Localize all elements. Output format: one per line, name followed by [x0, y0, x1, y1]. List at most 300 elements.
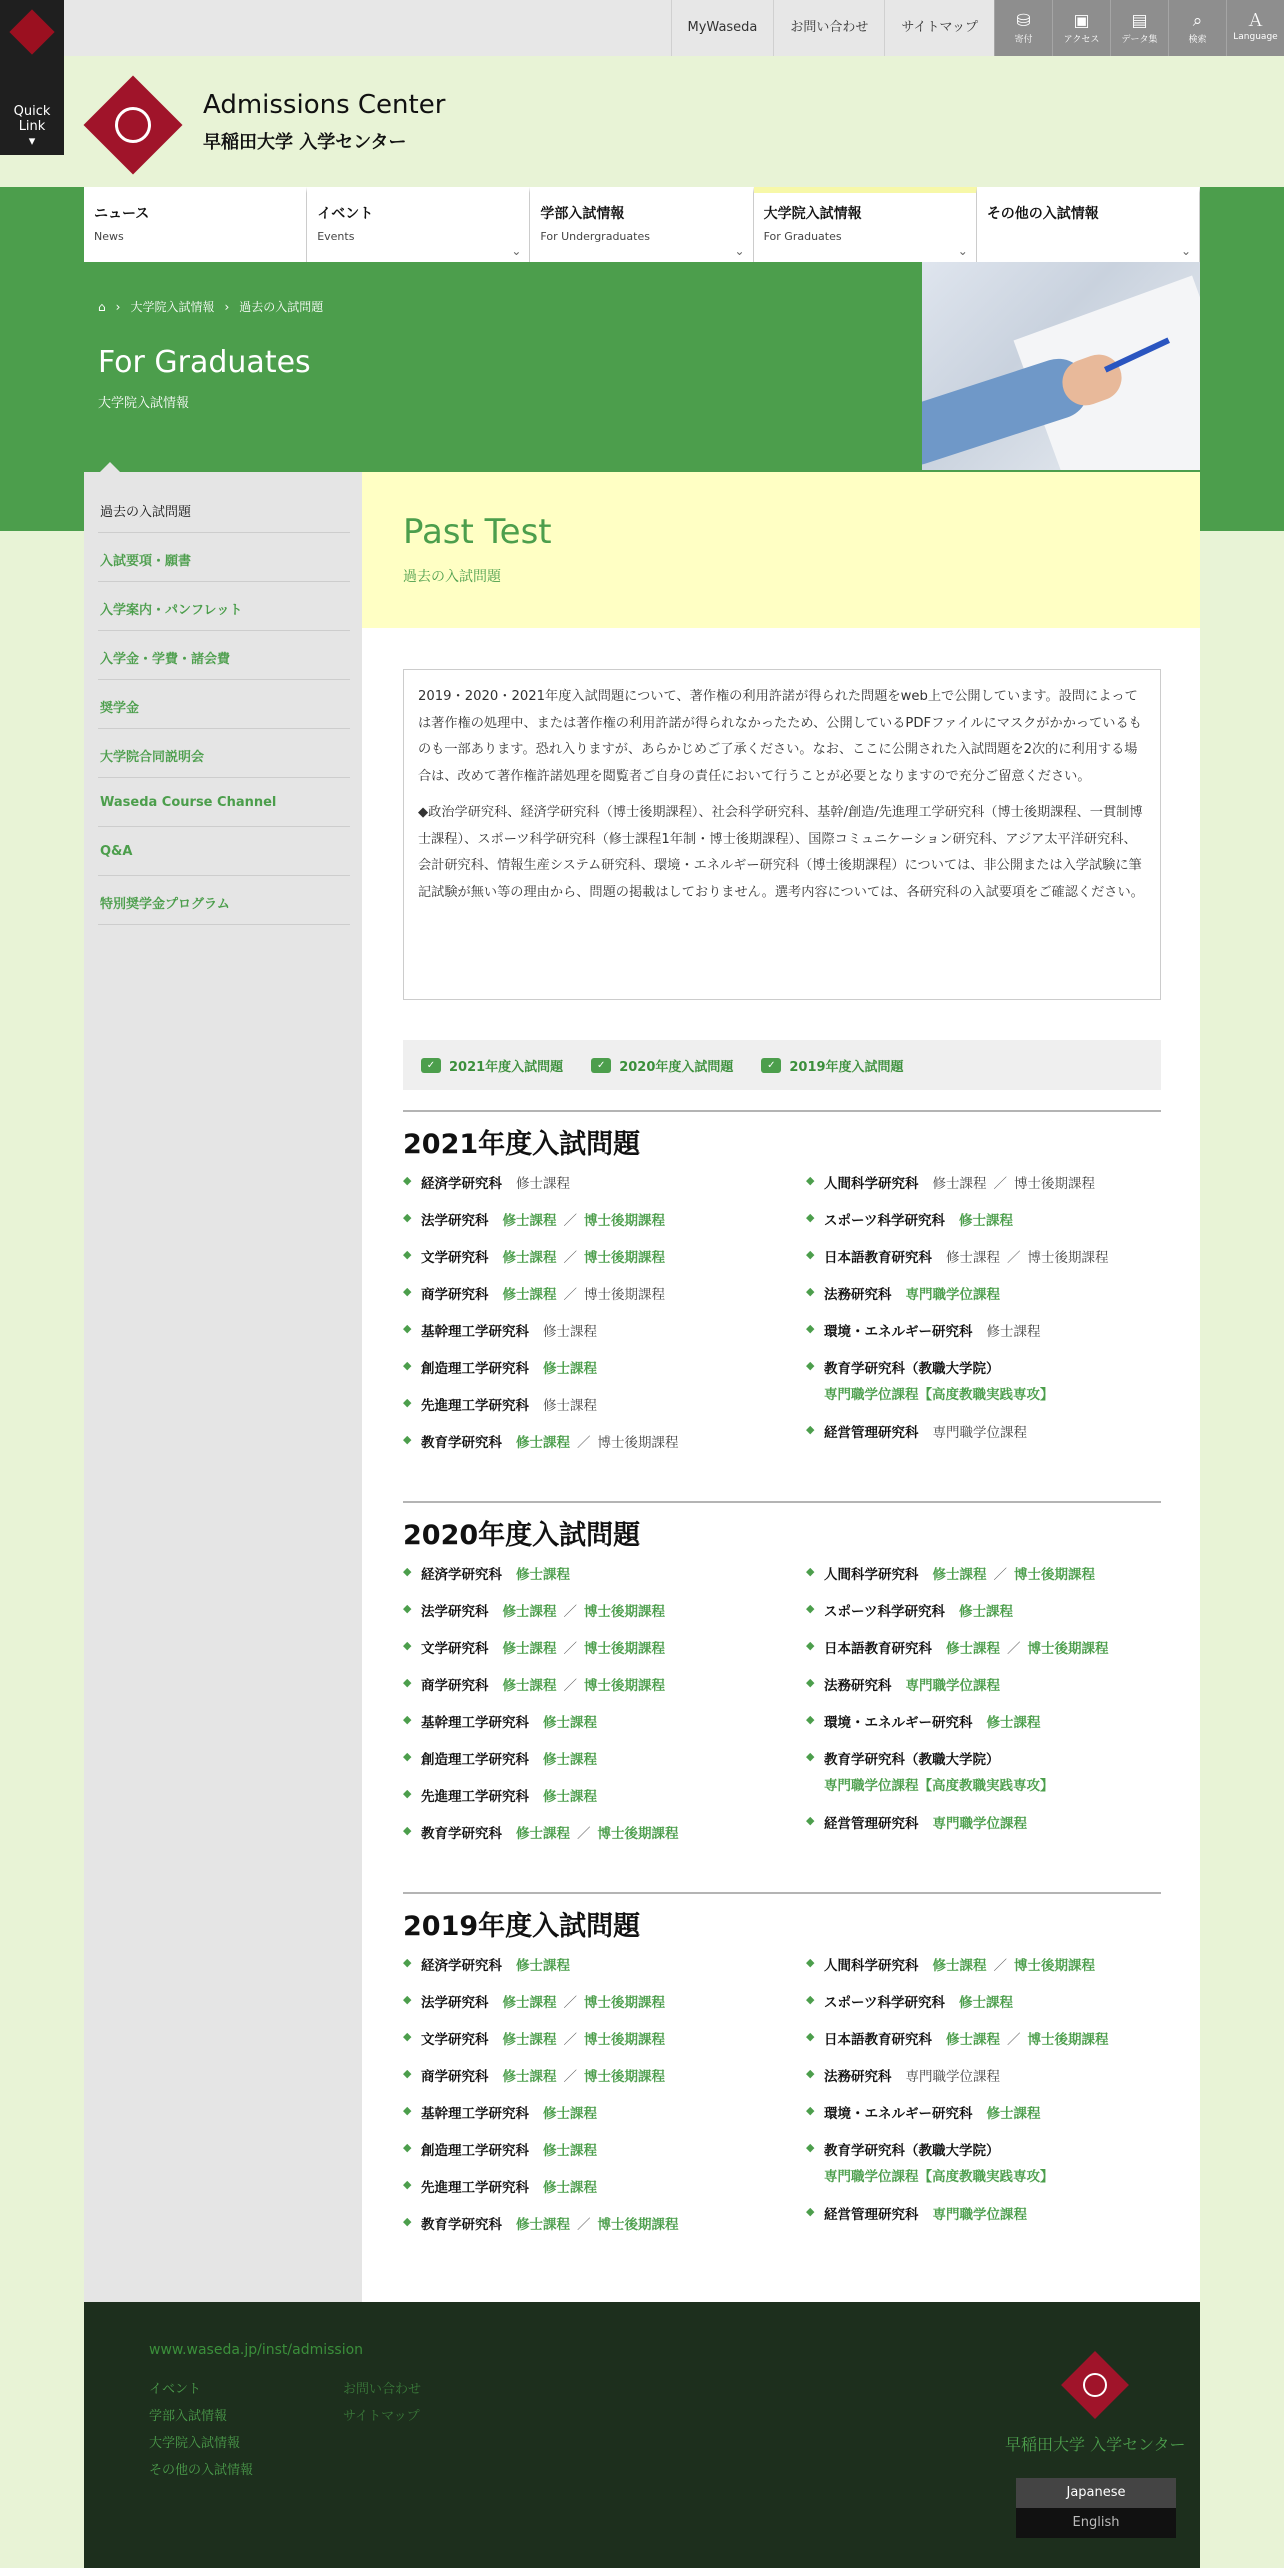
anchor-2020[interactable]: ✓ 2020年度入試問題 [591, 1056, 733, 1075]
list-item [403, 1394, 773, 1431]
department-name: 日本語教育研究科 [824, 1641, 932, 1657]
bullet-icon: ◆ [403, 1676, 412, 1689]
access-button[interactable]: ▣ アクセス [1052, 0, 1110, 56]
exam-pdf-link[interactable]: 修士課程 [502, 1678, 557, 1694]
list-item [403, 1431, 773, 1468]
exam-pdf-link[interactable]: 専門職学位課程【高度教職実践専攻】 [824, 2169, 1054, 2185]
department-name: 教育学研究科（教職大学院） [824, 1752, 1000, 1768]
department-name: 教育学研究科（教職大学院） [824, 2143, 1000, 2159]
bullet-icon: ◆ [403, 1750, 412, 1763]
list-item [806, 2028, 1176, 2065]
separator: ／ [563, 1604, 577, 1620]
bullet-icon: ◆ [806, 1713, 815, 1726]
exam-course-label: 修士課程 [516, 1176, 570, 1192]
exam-pdf-link[interactable]: 修士課程 [502, 1287, 557, 1303]
exam-pdf-link[interactable]: 博士後期課程 [584, 1995, 665, 2011]
site-title-ja[interactable]: 早稲田大学 入学センター [203, 132, 407, 153]
bullet-icon: ◆ [403, 2178, 412, 2191]
hero-subtitle: 大学院入試情報 [98, 396, 190, 411]
separator: ／ [577, 2217, 591, 2233]
footer-link[interactable]: サイトマップ [343, 2409, 420, 2424]
exam-pdf-link[interactable]: 博士後期課程 [1014, 1958, 1095, 1974]
footer-link[interactable]: 大学院入試情報 [149, 2436, 241, 2451]
bullet-icon: ◆ [403, 1956, 412, 1969]
chevron-down-icon: ⌄ [957, 244, 968, 258]
footer-url[interactable]: www.waseda.jp/inst/admission [149, 2342, 364, 2358]
department-name: 創造理工学研究科 [421, 1361, 529, 1377]
bus-icon: ▣ [1073, 11, 1090, 31]
list-item [806, 2139, 1176, 2203]
page-subtitle: 過去の入試問題 [403, 569, 501, 585]
separator: ／ [563, 2069, 577, 2085]
exam-course-label: 博士後期課程 [597, 1435, 679, 1451]
department-name: 商学研究科 [421, 2069, 489, 2085]
bullet-icon: ◆ [806, 1602, 815, 1615]
bullet-icon: ◆ [806, 2067, 815, 2080]
exam-pdf-link[interactable]: 博士後期課程 [584, 1678, 665, 1694]
list-item [403, 1209, 773, 1246]
language-icon: Ａ [1247, 11, 1264, 31]
bullet-icon: ◆ [403, 2067, 412, 2080]
sidebar-item-guidelines[interactable]: 入試要項・願書 [98, 533, 350, 582]
bullet-icon: ◆ [403, 1639, 412, 1652]
breadcrumb: ⌂ › 大学院入試情報 › 過去の入試問題 [98, 299, 324, 314]
exam-pdf-link[interactable]: 修士課程 [502, 2069, 557, 2085]
bullet-icon: ◆ [806, 2104, 815, 2117]
section-divider [403, 1501, 1161, 1503]
list-item [403, 2065, 773, 2102]
exam-pdf-link[interactable]: 修士課程 [946, 1641, 1000, 1657]
bullet-icon: ◆ [403, 1174, 412, 1187]
exam-pdf-link[interactable]: 修士課程 [958, 1213, 1013, 1229]
chevron-down-icon: ✓ [421, 1058, 441, 1073]
quick-link-button[interactable] [0, 0, 64, 155]
list-item [403, 1600, 773, 1637]
bullet-icon: ◆ [403, 1396, 412, 1409]
bullet-icon: ◆ [806, 1750, 815, 1763]
exam-pdf-link[interactable]: 博士後期課程 [584, 2069, 665, 2085]
exam-pdf-link[interactable]: 修士課程 [946, 2032, 1000, 2048]
bullet-icon: ◆ [806, 1676, 815, 1689]
bullet-icon: ◆ [403, 1602, 412, 1615]
exam-pdf-link[interactable]: 修士課程 [543, 2143, 597, 2159]
exam-course-label: 専門職学位課程 [905, 2069, 1000, 2085]
exam-pdf-link[interactable]: 修士課程 [516, 1567, 570, 1583]
department-name: 環境・エネルギー研究科 [824, 1715, 973, 1731]
exam-pdf-link[interactable]: 博士後期課程 [597, 2217, 679, 2233]
list-item [806, 1748, 1176, 1812]
exam-pdf-link[interactable]: 修士課程 [516, 1826, 570, 1842]
course-column [806, 1172, 1176, 1458]
exam-course-label: 博士後期課程 [1027, 1250, 1109, 1266]
department-name: 経営管理研究科 [824, 2207, 919, 2223]
page-title: Past Test [403, 512, 552, 552]
sitemap-link[interactable]: サイトマップ [884, 0, 994, 56]
exam-course-label: 修士課程 [543, 1324, 597, 1340]
bullet-icon: ◆ [403, 1993, 412, 2006]
notice-box [403, 669, 1161, 1000]
exam-pdf-link[interactable]: 博士後期課程 [584, 2032, 665, 2048]
list-item [403, 1954, 773, 1991]
department-name: 文学研究科 [421, 2032, 489, 2048]
chevron-down-icon: ✓ [591, 1058, 611, 1073]
department-name: 法学研究科 [421, 1213, 489, 1229]
book-icon: ▤ [1131, 11, 1148, 31]
department-name: 先進理工学研究科 [421, 2180, 529, 2196]
database-icon: ⛁ [1016, 11, 1031, 31]
exam-pdf-link[interactable]: 専門職学位課程 [905, 1678, 1000, 1694]
exam-pdf-link[interactable]: 専門職学位課程 [932, 1816, 1027, 1832]
department-name: 法学研究科 [421, 1995, 489, 2011]
department-name: 基幹理工学研究科 [421, 1324, 529, 1340]
bullet-icon: ◆ [806, 1423, 815, 1436]
separator: ／ [1007, 1250, 1021, 1266]
exam-pdf-link[interactable]: 修士課程 [958, 1604, 1013, 1620]
department-name: 法務研究科 [824, 1287, 892, 1303]
section-title: 2019年度入試問題 [403, 1911, 641, 1942]
bullet-icon: ◆ [403, 2141, 412, 2154]
bullet-icon: ◆ [403, 1248, 412, 1261]
lang-japanese[interactable]: Japanese [1016, 2478, 1176, 2508]
list-item [403, 1711, 773, 1748]
department-name: 経営管理研究科 [824, 1425, 919, 1441]
footer-link[interactable]: お問い合わせ [343, 2382, 422, 2397]
list-item [806, 2102, 1176, 2139]
list-item [403, 1991, 773, 2028]
bullet-icon: ◆ [806, 2030, 815, 2043]
waseda-emblem-icon [9, 9, 54, 54]
nav-events[interactable]: イベント Events ⌄ [307, 187, 530, 262]
donation-button[interactable]: ⛁ 寄付 [994, 0, 1052, 56]
department-name: 法務研究科 [824, 2069, 892, 2085]
sidebar-item-info-session[interactable]: 大学院合同説明会 [98, 729, 350, 778]
department-name: 先進理工学研究科 [421, 1789, 529, 1805]
list-item [806, 1357, 1176, 1421]
bullet-icon: ◆ [403, 1359, 412, 1372]
sidebar-item-course-channel[interactable]: Waseda Course Channel [98, 778, 350, 827]
course-column [403, 1954, 773, 2250]
course-column [806, 1563, 1176, 1849]
section-title: 2021年度入試問題 [403, 1129, 641, 1160]
nav-undergraduates[interactable]: 学部入試情報 For Undergraduates ⌄ [530, 187, 753, 262]
separator: ／ [993, 1958, 1007, 1974]
bullet-icon: ◆ [806, 1814, 815, 1827]
bullet-icon: ◆ [806, 1211, 815, 1224]
bullet-icon: ◆ [403, 1285, 412, 1298]
nav-graduates[interactable]: 大学院入試情報 For Graduates ⌄ [754, 187, 977, 262]
language-switcher [1016, 2478, 1176, 2538]
list-item [806, 1172, 1176, 1209]
list-item [806, 1637, 1176, 1674]
course-column [806, 1954, 1176, 2240]
global-nav [84, 187, 1200, 262]
department-name: 人間科学研究科 [824, 1958, 919, 1974]
exam-pdf-link[interactable]: 修士課程 [986, 2106, 1041, 2122]
notice-paragraph: ◆政治学研究科、経済学研究科（博士後期課程）、社会科学研究科、基幹/創造/先進理工学研究科（博士後期課程、一貫制博士課程）、スポーツ科学研究科（修士課程1年制・博士後期課程）、国際コミュニケーション研究科、アジア太平洋研究科、会計研究科、情報生産システム研究科、環境・エネルギー研究科（博士後期課程）については、非公開または入学試験に筆記試験が無い等の理由から、問題の掲載はしておりません。選考内容については、各研究科の入試要項をご確認ください。 [418, 805, 1144, 900]
exam-pdf-link[interactable]: 専門職学位課程【高度教職実践専攻】 [824, 1387, 1054, 1403]
list-item [806, 1711, 1176, 1748]
list-item [403, 1785, 773, 1822]
list-item [806, 1812, 1176, 1849]
list-item [403, 1563, 773, 1600]
quick-link-label: Quick [13, 104, 51, 119]
chevron-down-icon: ⌄ [734, 244, 745, 258]
sidebar-item-special-scholarship[interactable]: 特別奨学金プログラム [98, 876, 350, 925]
footer-logo[interactable] [1060, 2350, 1130, 2420]
exam-pdf-link[interactable]: 修士課程 [932, 1567, 987, 1583]
list-item [806, 1563, 1176, 1600]
exam-pdf-link[interactable]: 博士後期課程 [584, 1641, 665, 1657]
list-item [806, 1600, 1176, 1637]
exam-pdf-link[interactable]: 修士課程 [502, 1641, 557, 1657]
department-name: 創造理工学研究科 [421, 2143, 529, 2159]
exam-pdf-link[interactable]: 専門職学位課程 [932, 2207, 1027, 2223]
bullet-icon: ◆ [403, 2104, 412, 2117]
exam-pdf-link[interactable]: 修士課程 [543, 2180, 597, 2196]
list-item [403, 1637, 773, 1674]
exam-pdf-link[interactable]: 修士課程 [502, 2032, 557, 2048]
department-name: 文学研究科 [421, 1250, 489, 1266]
separator: ／ [1007, 1641, 1021, 1657]
separator: ／ [563, 1287, 577, 1303]
exam-pdf-link[interactable]: 博士後期課程 [584, 1604, 665, 1620]
course-column [403, 1563, 773, 1859]
separator: ／ [563, 1641, 577, 1657]
separator: ／ [1007, 2032, 1021, 2048]
nav-news[interactable]: ニュース News [84, 187, 307, 262]
chevron-down-icon: ⌄ [511, 244, 522, 258]
hero-title: For Graduates [98, 345, 311, 380]
exam-pdf-link[interactable]: 修士課程 [543, 1789, 597, 1805]
exam-pdf-link[interactable]: 専門職学位課程 [905, 1287, 1000, 1303]
department-name: 創造理工学研究科 [421, 1752, 529, 1768]
exam-course-label: 修士課程 [932, 1176, 987, 1192]
exam-pdf-link[interactable]: 修士課程 [502, 1604, 557, 1620]
exam-pdf-link[interactable]: 修士課程 [502, 1213, 557, 1229]
exam-pdf-link[interactable]: 博士後期課程 [1014, 1567, 1095, 1583]
top-links [671, 0, 994, 56]
exam-pdf-link[interactable]: 専門職学位課程【高度教職実践専攻】 [824, 1778, 1054, 1794]
bullet-icon: ◆ [403, 1322, 412, 1335]
separator: ／ [563, 1213, 577, 1229]
exam-pdf-link[interactable]: 修士課程 [516, 2217, 570, 2233]
separator: ／ [577, 1826, 591, 1842]
bullet-icon: ◆ [806, 1174, 815, 1187]
year-section [403, 1892, 1161, 2272]
top-icon-menu [994, 0, 1284, 56]
department-name: 基幹理工学研究科 [421, 2106, 529, 2122]
exam-course-label: 博士後期課程 [1014, 1176, 1095, 1192]
list-item [403, 1748, 773, 1785]
exam-pdf-link[interactable]: 博士後期課程 [1027, 2032, 1109, 2048]
exam-pdf-link[interactable]: 修士課程 [543, 1715, 597, 1731]
footer-nav-col2 [343, 2376, 421, 2430]
list-item [403, 1246, 773, 1283]
chevron-down-icon: ▾ [28, 134, 36, 149]
exam-course-label: 博士後期課程 [584, 1287, 665, 1303]
data-button[interactable]: ▤ データ集 [1110, 0, 1168, 56]
sidebar-item-scholarship[interactable]: 奨学金 [98, 680, 350, 729]
bullet-icon: ◆ [403, 2030, 412, 2043]
exam-pdf-link[interactable]: 博士後期課程 [1027, 1641, 1109, 1657]
home-icon[interactable]: ⌂ [98, 299, 106, 314]
exam-pdf-link[interactable]: 博士後期課程 [597, 1826, 679, 1842]
list-item [806, 1320, 1176, 1357]
footer-link[interactable]: イベント [149, 2382, 202, 2397]
sidebar-notch [100, 462, 120, 472]
list-item [403, 2102, 773, 2139]
exam-course-label: 修士課程 [986, 1324, 1041, 1340]
department-name: 経営管理研究科 [824, 1816, 919, 1832]
bullet-icon: ◆ [806, 1639, 815, 1652]
exam-course-label: 専門職学位課程 [932, 1425, 1027, 1441]
list-item [806, 1246, 1176, 1283]
year-anchor-bar [403, 1040, 1161, 1090]
list-item [806, 2203, 1176, 2240]
sidebar-item-past-test[interactable]: 過去の入試問題 [98, 484, 350, 533]
list-item [403, 2028, 773, 2065]
bullet-icon: ◆ [806, 1956, 815, 1969]
footer-link[interactable]: その他の入試情報 [149, 2463, 254, 2478]
bullet-icon: ◆ [806, 1993, 815, 2006]
department-name: 人間科学研究科 [824, 1176, 919, 1192]
list-item [806, 1209, 1176, 1246]
bullet-icon: ◆ [403, 1713, 412, 1726]
separator: ／ [563, 1678, 577, 1694]
search-icon: ⌕ [1192, 11, 1203, 31]
bullet-icon: ◆ [403, 1433, 412, 1446]
chevron-down-icon: ⌄ [1180, 244, 1192, 258]
list-item [806, 1954, 1176, 1991]
list-item [403, 1172, 773, 1209]
bullet-icon: ◆ [806, 2205, 815, 2218]
department-name: スポーツ科学研究科 [824, 1213, 945, 1229]
department-name: 人間科学研究科 [824, 1567, 919, 1583]
nav-other[interactable]: その他の入試情報 ⌄ [977, 187, 1200, 262]
department-name: 教育学研究科 [421, 1826, 502, 1842]
mywaseda-link[interactable]: MyWaseda [671, 0, 774, 56]
section-divider [403, 1110, 1161, 1112]
lang-english[interactable]: English [1016, 2508, 1176, 2538]
department-name: 日本語教育研究科 [824, 2032, 932, 2048]
separator: ／ [563, 1995, 577, 2011]
department-name: 法務研究科 [824, 1678, 892, 1694]
bullet-icon: ◆ [403, 1211, 412, 1224]
exam-pdf-link[interactable]: 修士課程 [516, 1958, 570, 1974]
exam-pdf-link[interactable]: 修士課程 [986, 1715, 1041, 1731]
exam-pdf-link[interactable]: 修士課程 [543, 1361, 597, 1377]
exam-course-label: 修士課程 [946, 1250, 1000, 1266]
sidebar-item-qa[interactable]: Q&A [98, 827, 350, 876]
department-name: スポーツ科学研究科 [824, 1604, 945, 1620]
exam-pdf-link[interactable]: 博士後期課程 [584, 1213, 665, 1229]
list-item [403, 2139, 773, 2176]
sidebar [84, 472, 362, 2302]
exam-pdf-link[interactable]: 修士課程 [502, 1995, 557, 2011]
department-name: 先進理工学研究科 [421, 1398, 529, 1414]
separator: ／ [563, 2032, 577, 2048]
department-name: 教育学研究科（教職大学院） [824, 1361, 1000, 1377]
notice-paragraph: 2019・2020・2021年度入試問題について、著作権の利用許諾が得られた問題をweb上で公開しています。設問によっては著作権の処理中、または著作権の利用許諾が得られなかったため、公開しているPDFファイルにマスクがかかっているものも一部あります。恐れ入りますが、あらかじめご了承ください。なお、ここに公開された入試問題を2次的に利用する場合は、改めて著作権許諾処理を閲覧者ご自身の責任において行うことが必要となりますので充分ご留意ください。 [418, 689, 1142, 784]
site-title-en[interactable]: Admissions Center [203, 90, 446, 120]
department-name: 経済学研究科 [421, 1176, 502, 1192]
bullet-icon: ◆ [403, 1787, 412, 1800]
department-name: 商学研究科 [421, 1678, 489, 1694]
department-name: 日本語教育研究科 [824, 1250, 932, 1266]
department-name: 環境・エネルギー研究科 [824, 2106, 973, 2122]
bullet-icon: ◆ [806, 1322, 815, 1335]
breadcrumb-current: 過去の入試問題 [239, 300, 324, 314]
anchor-2021[interactable]: ✓ 2021年度入試問題 [421, 1056, 563, 1075]
anchor-2019[interactable]: ✓ 2019年度入試問題 [761, 1056, 903, 1075]
list-item [403, 1674, 773, 1711]
separator: ／ [993, 1567, 1007, 1583]
list-item [806, 2065, 1176, 2102]
site-logo[interactable] [84, 76, 182, 174]
sidebar-item-fees[interactable]: 入学金・学費・諸会費 [98, 631, 350, 680]
separator: ／ [993, 1176, 1007, 1192]
exam-pdf-link[interactable]: 修士課程 [502, 1250, 557, 1266]
exam-pdf-link[interactable]: 修士課程 [543, 2106, 597, 2122]
separator: ／ [577, 1435, 591, 1451]
bullet-icon: ◆ [806, 1248, 815, 1261]
department-name: 環境・エネルギー研究科 [824, 1324, 973, 1340]
bullet-icon: ◆ [806, 1359, 815, 1372]
bullet-icon: ◆ [403, 2215, 412, 2228]
section-divider [403, 1892, 1161, 1894]
breadcrumb-item[interactable]: 大学院入試情報 [130, 300, 215, 314]
bullet-icon: ◆ [403, 1824, 412, 1837]
department-name: 法学研究科 [421, 1604, 489, 1620]
exam-pdf-link[interactable]: 修士課程 [932, 1958, 987, 1974]
exam-pdf-link[interactable]: 修士課程 [958, 1995, 1013, 2011]
department-name: 商学研究科 [421, 1287, 489, 1303]
bullet-icon: ◆ [806, 1565, 815, 1578]
footer-link[interactable]: 学部入試情報 [149, 2409, 228, 2424]
exam-pdf-link[interactable]: 修士課程 [543, 1752, 597, 1768]
chevron-down-icon: ✓ [761, 1058, 781, 1073]
footer-nav-col1 [149, 2376, 253, 2484]
course-column [403, 1172, 773, 1468]
exam-pdf-link[interactable]: 修士課程 [516, 1435, 570, 1451]
list-item [806, 1674, 1176, 1711]
list-item [806, 1421, 1176, 1458]
department-name: 経済学研究科 [421, 1567, 502, 1583]
separator: ／ [563, 1250, 577, 1266]
department-name: 文学研究科 [421, 1641, 489, 1657]
year-section [403, 1110, 1161, 1490]
list-item [403, 1357, 773, 1394]
list-item [806, 1283, 1176, 1320]
department-name: 基幹理工学研究科 [421, 1715, 529, 1731]
sidebar-item-pamphlet[interactable]: 入学案内・パンフレット [98, 582, 350, 631]
list-item [403, 1822, 773, 1859]
contact-link[interactable]: お問い合わせ [773, 0, 884, 56]
list-item [403, 1283, 773, 1320]
language-button[interactable]: Ａ Language [1226, 0, 1284, 56]
department-name: スポーツ科学研究科 [824, 1995, 945, 2011]
bullet-icon: ◆ [806, 2141, 815, 2154]
section-title: 2020年度入試問題 [403, 1520, 641, 1551]
list-item [403, 1320, 773, 1357]
exam-course-label: 修士課程 [543, 1398, 597, 1414]
department-name: 教育学研究科 [421, 1435, 502, 1451]
search-button[interactable]: ⌕ 検索 [1168, 0, 1226, 56]
exam-pdf-link[interactable]: 博士後期課程 [584, 1250, 665, 1266]
year-section [403, 1501, 1161, 1881]
list-item [806, 1991, 1176, 2028]
department-name: 経済学研究科 [421, 1958, 502, 1974]
